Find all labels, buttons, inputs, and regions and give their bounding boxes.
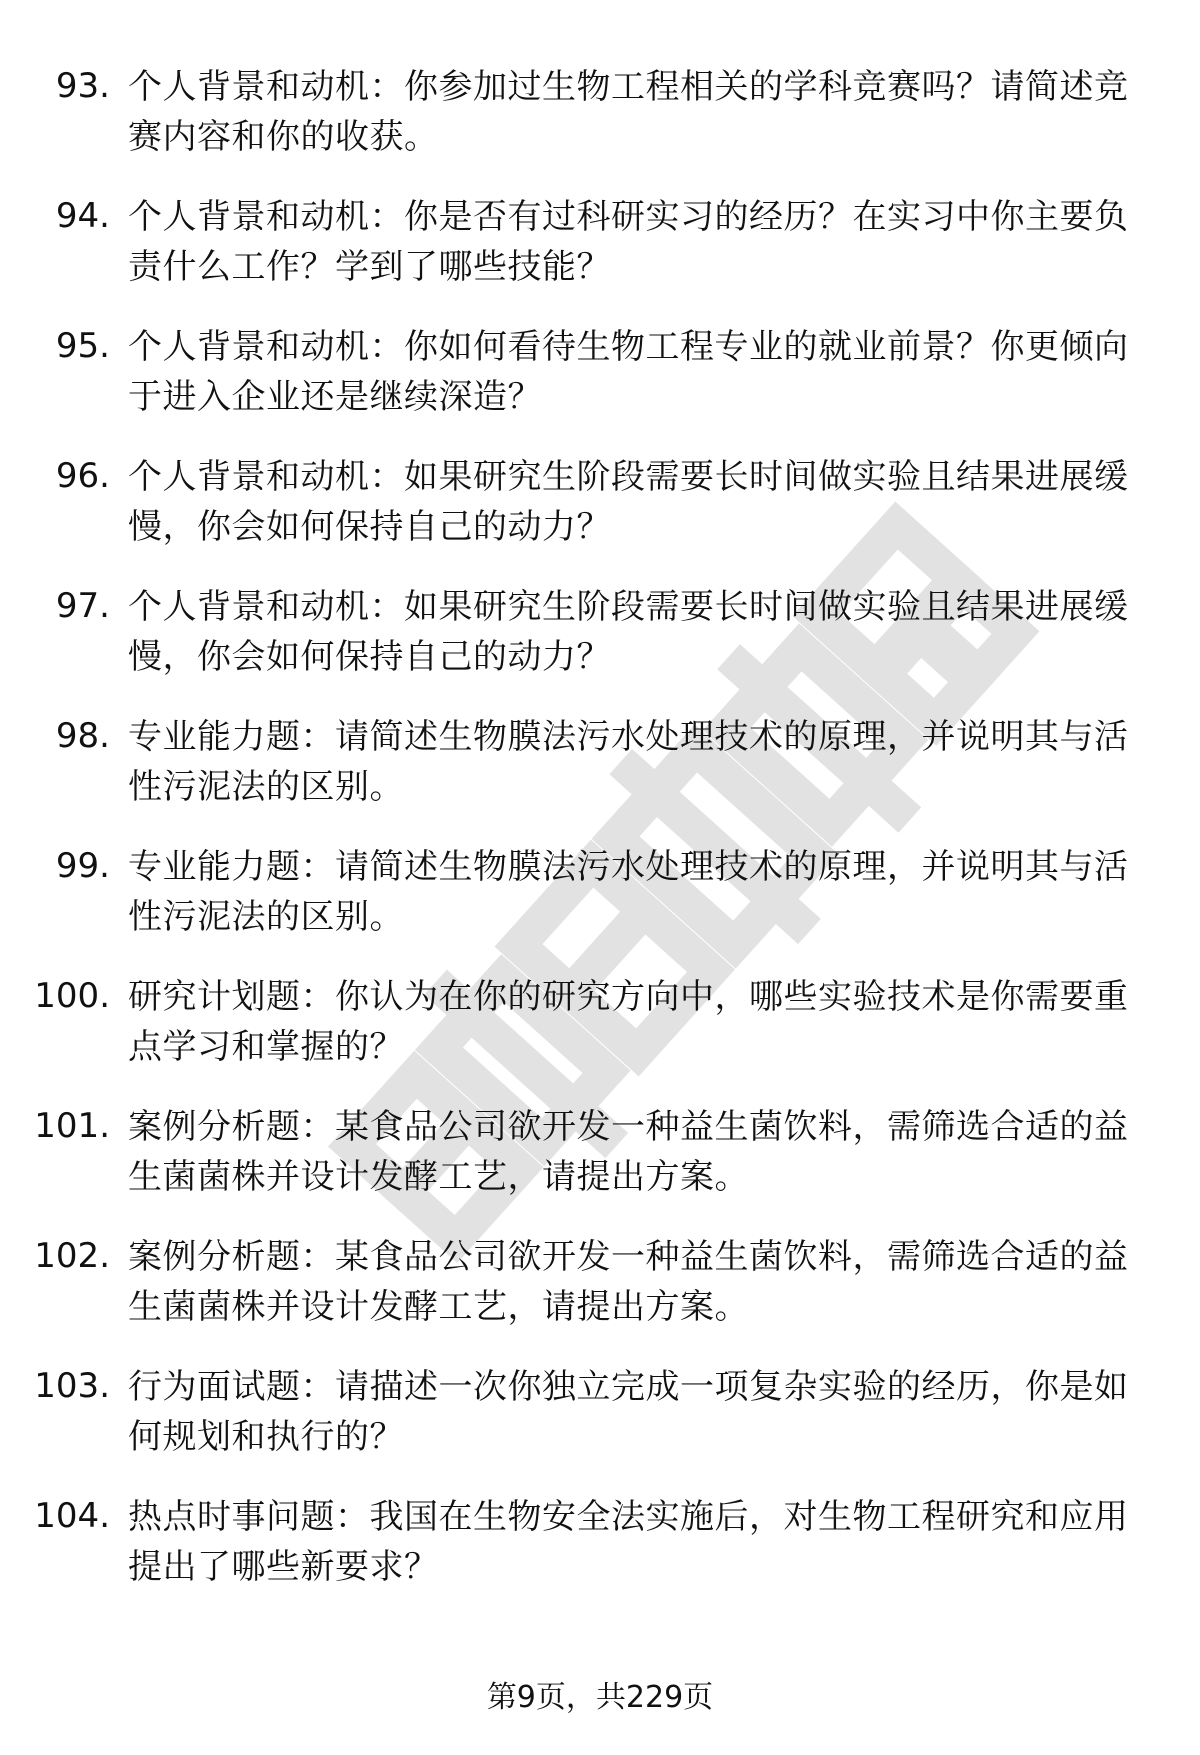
question-text: 案例分析题：某食品公司欲开发一种益生菌饮料，需筛选合适的益生菌菌株并设计发酵工艺，请提出方案。	[128, 1107, 1129, 1197]
question-item	[0, 1492, 1200, 1622]
question-item	[0, 192, 1200, 322]
question-text: 案例分析题：某食品公司欲开发一种益生菌饮料，需筛选合适的益生菌菌株并设计发酵工艺，请提出方案。	[128, 1237, 1129, 1327]
question-number: 93.	[55, 66, 110, 106]
question-text: 研究计划题：你认为在你的研究方向中，哪些实验技术是你需要重点学习和掌握的？	[128, 977, 1129, 1067]
question-text: 个人背景和动机：你是否有过科研实习的经历？在实习中你主要负责什么工作？学到了哪些技能？	[128, 197, 1129, 287]
question-item	[0, 452, 1200, 582]
question-item	[0, 1362, 1200, 1492]
question-number: 98.	[55, 716, 110, 756]
question-text: 个人背景和动机：你参加过生物工程相关的学科竞赛吗？请简述竞赛内容和你的收获。	[128, 67, 1129, 157]
question-text: 行为面试题：请描述一次你独立完成一项复杂实验的经历，你是如何规划和执行的？	[128, 1367, 1129, 1457]
question-number: 97.	[55, 586, 110, 626]
question-list	[0, 62, 1200, 1622]
question-number: 103.	[34, 1366, 110, 1406]
question-text: 个人背景和动机：如果研究生阶段需要长时间做实验且结果进展缓慢，你会如何保持自己的动力？	[128, 457, 1129, 547]
question-text: 热点时事问题：我国在生物安全法实施后，对生物工程研究和应用提出了哪些新要求？	[128, 1497, 1129, 1587]
page-number: 第9页，共229页	[486, 1680, 714, 1715]
question-number: 99.	[55, 846, 110, 886]
question-number: 101.	[34, 1106, 110, 1146]
question-text: 个人背景和动机：如果研究生阶段需要长时间做实验且结果进展缓慢，你会如何保持自己的动力？	[128, 587, 1129, 677]
question-text: 专业能力题：请简述生物膜法污水处理技术的原理，并说明其与活性污泥法的区别。	[128, 717, 1129, 807]
question-item	[0, 582, 1200, 712]
question-item	[0, 712, 1200, 842]
question-item	[0, 1232, 1200, 1362]
question-number: 104.	[34, 1496, 110, 1536]
question-number: 94.	[55, 196, 110, 236]
question-item	[0, 972, 1200, 1102]
question-number: 100.	[34, 976, 110, 1016]
question-item	[0, 1102, 1200, 1232]
question-number: 96.	[55, 456, 110, 496]
question-number: 102.	[34, 1236, 110, 1276]
question-text: 专业能力题：请简述生物膜法污水处理技术的原理，并说明其与活性污泥法的区别。	[128, 847, 1129, 937]
question-item	[0, 62, 1200, 192]
question-item	[0, 842, 1200, 972]
question-text: 个人背景和动机：你如何看待生物工程专业的就业前景？你更倾向于进入企业还是继续深造？	[128, 327, 1129, 417]
question-item	[0, 322, 1200, 452]
question-number: 95.	[55, 326, 110, 366]
